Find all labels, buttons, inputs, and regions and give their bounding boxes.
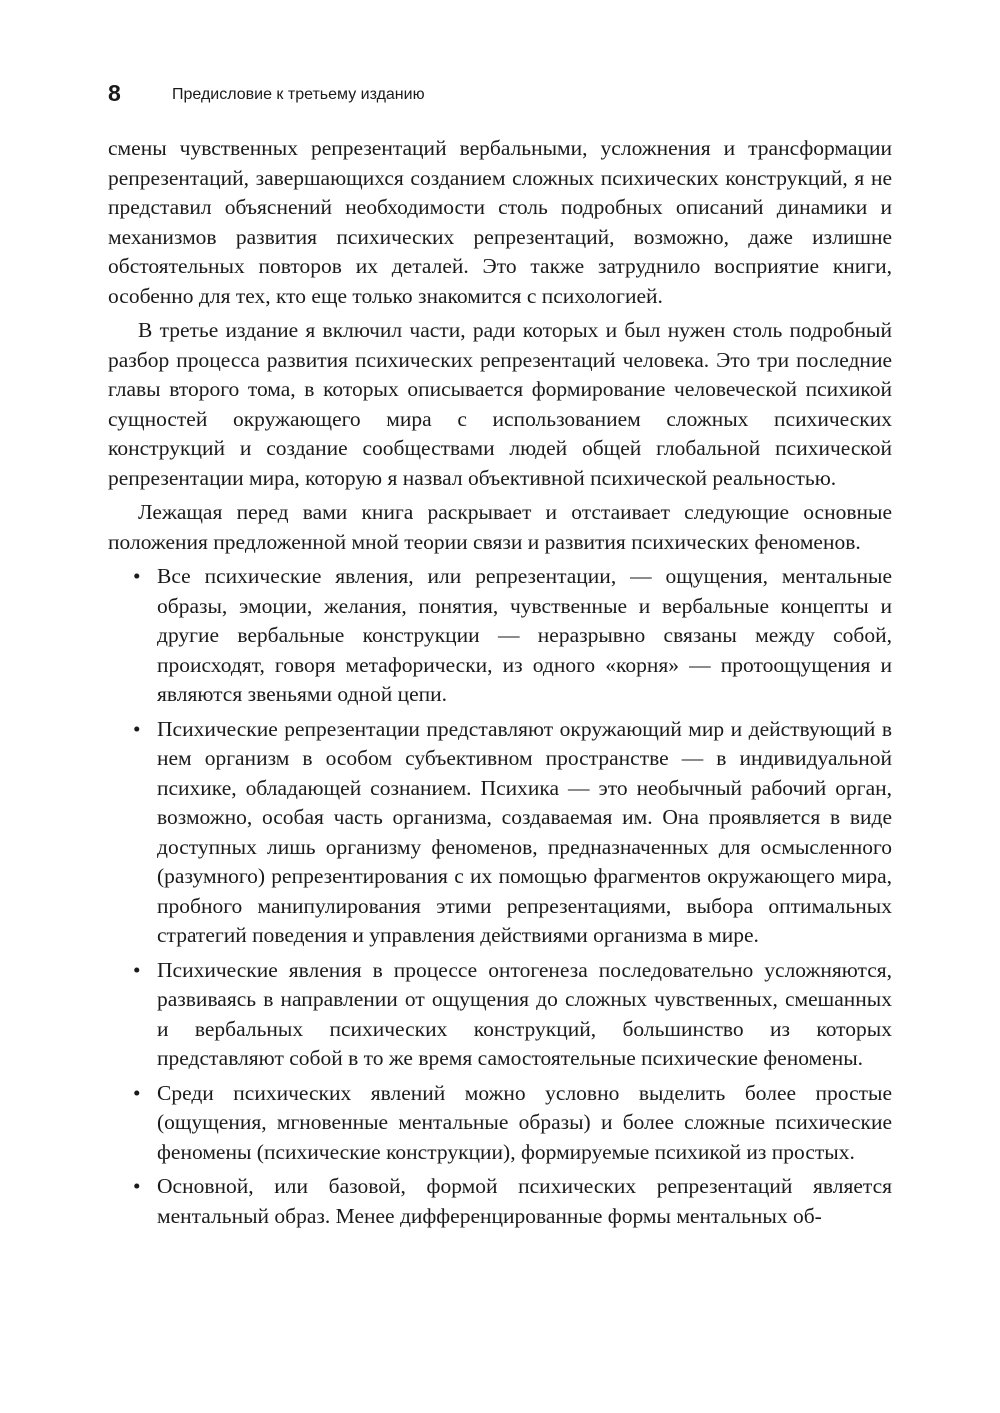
running-head: Предисловие к третьему изданию [172, 86, 425, 103]
list-item [108, 1079, 892, 1168]
list-item [108, 1172, 892, 1231]
list-item-text: Психические репрезентации представляют окружающий мир и действующий в нем организм в особом субъективном пространстве — в индивидуальной психике, обладающей сознанием. Психика — это необычный рабочий орган, возможно, особая часть организма, создаваемая им. Она проявляется в виде доступных лишь организму феноменов, предназначенных для осмысленного (разумного) репрезентирования с их помощью фрагментов окружающего мира, пробного манипулирования этими репрезентациями, выбора оптимальных стратегий поведения и управления действиями организма в мире. [157, 716, 892, 947]
bullet-icon: • [133, 1080, 141, 1105]
paragraph: Лежащая перед вами книга раскрывает и отстаивает следующие основные положения предложенной мной теории связи и развития психических феноменов. [108, 500, 892, 554]
list-item-text: Основной, или базовой, формой психических репрезентаций является ментальный образ. Менее дифференцированные формы ментальных об- [157, 1174, 892, 1228]
paragraph: смены чувственных репрезентаций вербальными, усложнения и трансформации репрезентаций, завершающихся созданием сложных психических конструкций, я не представил объяснений необходимости столь подробных описаний динамики и механизмов развития психических репрезентаций, возможно, даже излишне обстоятельных повторов их деталей. Это также затруднило восприятие книги, особенно для тех, кто еще только знакомится с психологией. [108, 136, 892, 308]
bullet-list [108, 562, 892, 1231]
list-item-text: Психические явления в процессе онтогенеза последовательно усложняются, развиваясь в направлении от ощущения до сложных чувственных, смешанных и вербальных психических конструкций, большинство из которых представляют собой в то же время самостоятельные психические феномены. [157, 957, 892, 1070]
list-item-text: Среди психических явлений можно условно выделить более простые (ощущения, мгновенные ментальные образы) и более сложные психические феномены (психические конструкции), формируемые психикой из простых. [157, 1080, 892, 1164]
bullet-icon: • [133, 564, 141, 588]
list-item [108, 562, 892, 710]
body-text [108, 134, 892, 1236]
bullet-icon: • [133, 716, 141, 741]
list-item [108, 956, 892, 1074]
paragraph: В третье издание я включил части, ради которых и был нужен столь подробный разбор процесса развития психических репрезентаций человека. Это три последние главы второго тома, в которых описывается формирование человеческой психикой сущностей окружающего мира с использованием сложных психических конструкций и создание сообществами людей общей глобальной психической репрезентации мира, которую я назвал объективной психической реальностью. [108, 318, 892, 490]
bullet-icon: • [133, 1174, 141, 1198]
list-item-text: Все психические явления, или репрезентации, — ощущения, ментальные образы, эмоции, желания, понятия, чувственные и вербальные концепты и другие вербальные конструкции — неразрывно связаны между собой, происходят, говоря метафорически, из одного «корня» — протоощущения и являются звеньями одной цепи. [157, 564, 892, 706]
page-header [108, 78, 908, 108]
bullet-icon: • [133, 957, 141, 982]
list-item [108, 715, 892, 951]
page-number: 8 [108, 80, 121, 106]
